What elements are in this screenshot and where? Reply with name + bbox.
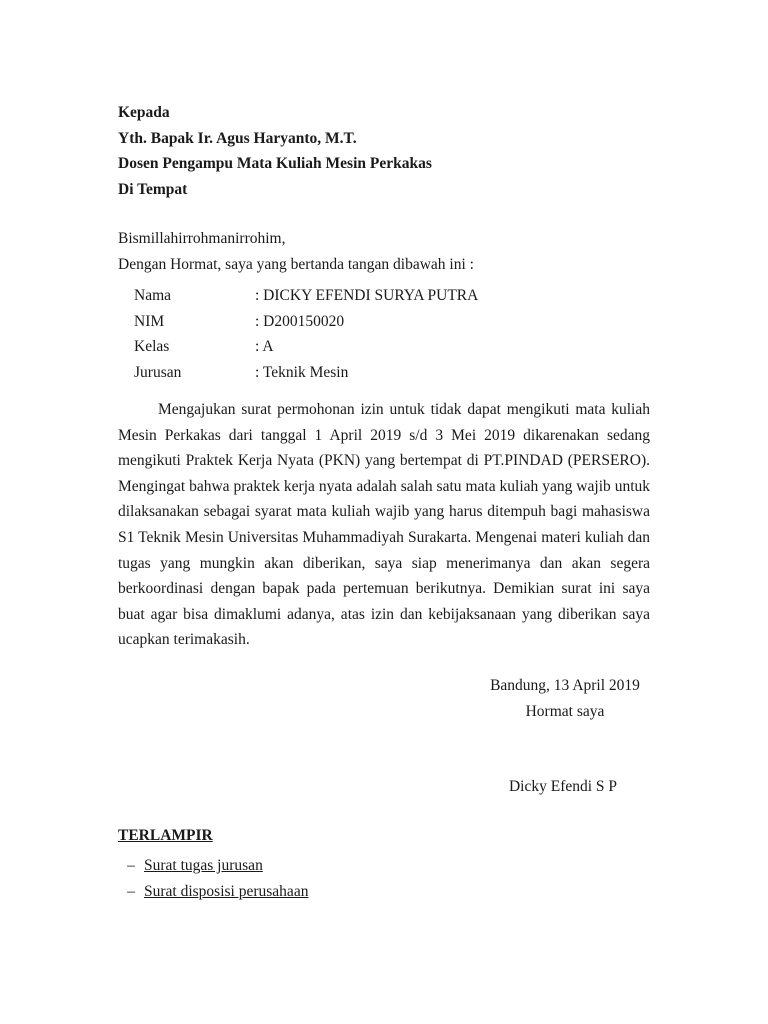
signature-name: Dicky Efendi S P — [508, 778, 618, 795]
recipient-name: Yth. Bapak Ir. Agus Haryanto, M.T. — [118, 129, 357, 147]
attachments-title: TERLAMPIR — [118, 827, 213, 844]
identity-value: : A — [255, 338, 274, 355]
bullet-dash: – — [127, 883, 135, 900]
signature-place-date: Bandung, 13 April 2019 — [490, 677, 640, 694]
bullet-dash: – — [127, 857, 135, 874]
attachment-text: Surat tugas jurusan — [144, 857, 263, 874]
identity-value: : D200150020 — [255, 312, 345, 330]
identity-label: NIM — [134, 312, 165, 330]
attachment-item — [118, 879, 308, 905]
identity-row-nim — [134, 309, 478, 335]
opening-intro: Dengan Hormat, saya yang bertanda tangan dibawah ini : — [118, 255, 474, 273]
attachment-text: Surat disposisi perusahaan — [144, 883, 309, 900]
identity-label: Nama — [134, 287, 172, 304]
recipient-position: Dosen Pengampu Mata Kuliah Mesin Perkakas — [118, 155, 432, 172]
recipient-place: Di Tempat — [118, 180, 188, 198]
identity-row-jurusan — [134, 360, 478, 386]
signature-closing: Hormat saya — [525, 703, 605, 720]
opening-greeting: Bismillahirrohmanirrohim, — [118, 230, 286, 247]
recipient-salutation: Kepada — [118, 104, 170, 121]
attachment-item — [118, 853, 308, 879]
identity-value: : Teknik Mesin — [255, 363, 349, 381]
identity-row-nama — [134, 283, 478, 309]
identity-value: : DICKY EFENDI SURYA PUTRA — [255, 287, 479, 304]
identity-label: Kelas — [134, 338, 170, 355]
recipient-block — [118, 100, 432, 202]
attachments-list — [118, 853, 308, 905]
body-paragraph: Mengajukan surat permohonan izin untuk tidak dapat mengikuti mata kuliah Mesin Perkakas dari tanggal 1 April 2019 s/d 3 Mei 2019 dikarenakan sedang mengikuti Praktek Kerja Nyata (PKN) yang bertempat di PT.PINDAD (PERSERO). Mengingat bahwa praktek kerja nyata adalah salah satu mata kuliah yang wajib untuk dilaksanakan sebagai syarat mata kuliah wajib yang harus ditempuh bagi mahasiswa S1 Teknik Mesin Universitas Muhammadiyah Surakarta. Mengenai materi kuliah dan tugas yang mungkin akan diberikan, saya siap menerimanya dan akan segera berkoordinasi dengan bapak pada pertemuan berikutnya. Demikian surat ini saya buat agar bisa dimaklumi adanya, atas izin dan kebijaksanaan yang diberikan saya ucapkan terimakasih. — [118, 401, 650, 649]
opening-block — [118, 226, 474, 277]
identity-label: Jurusan — [134, 363, 182, 381]
identity-row-kelas — [134, 334, 478, 360]
identity-table — [134, 283, 478, 385]
